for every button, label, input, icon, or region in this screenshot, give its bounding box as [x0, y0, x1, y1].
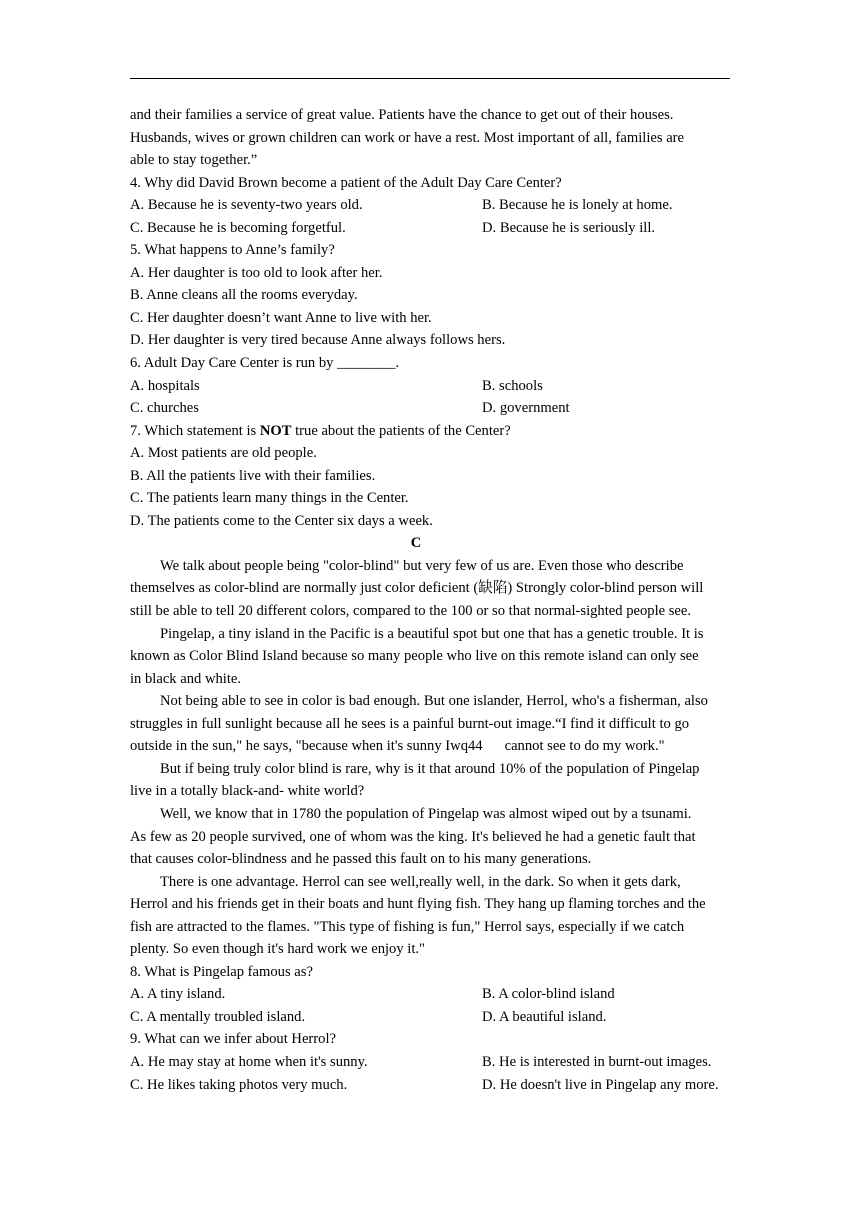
question-5-stem: 5. What happens to Anne’s family? — [130, 242, 335, 259]
question-6-options-row-2 — [130, 397, 730, 420]
option-c: C. Her daughter doesn’t want Anne to live with her. — [130, 309, 432, 326]
question-4-options-row-1 — [130, 194, 730, 217]
question-9-stem: 9. What can we infer about Herrol? — [130, 1031, 336, 1048]
option-d: D. Because he is seriously ill. — [482, 219, 656, 236]
passage-line: There is one advantage. Herrol can see well,really well, in the dark. So when it gets dark, — [160, 873, 681, 890]
option-b: B. Because he is lonely at home. — [482, 197, 673, 214]
question-4-options-row-2 — [130, 217, 730, 240]
passage-line: and their families a service of great value. Patients have the chance to get out of their houses. — [130, 107, 674, 123]
stem-emphasis: NOT — [259, 422, 292, 439]
question-9-options-row-1 — [130, 1051, 730, 1074]
passage-line: Pingelap, a tiny island in the Pacific is a beautiful spot but one that has a genetic trouble. It is — [160, 625, 704, 642]
option-b: B. A color-blind island — [482, 986, 615, 1003]
option-b: B. He is interested in burnt-out images. — [482, 1053, 712, 1070]
option-d: D. government — [482, 400, 570, 417]
option-b: B. All the patients live with their families. — [130, 467, 376, 484]
option-c: C. Because he is becoming forgetful. — [130, 219, 346, 236]
option-c: C. A mentally troubled island. — [130, 1008, 306, 1025]
option-d: D. The patients come to the Center six days a week. — [130, 512, 433, 529]
passage-text: outside in the sun," he says, "because when it's sunny Iwq44 — [130, 738, 483, 755]
option-a: A. Her daughter is too old to look after her. — [130, 264, 383, 281]
passage-line: fish are attracted to the flames. "This type of fishing is fun," Herrol says, especially if we catch — [130, 918, 685, 935]
option-c: C. He likes taking photos very much. — [130, 1076, 348, 1093]
question-8-options-row-2 — [130, 1006, 730, 1029]
header-rule — [130, 78, 730, 79]
question-8-options-row-1 — [130, 983, 730, 1006]
passage-line: Herrol and his friends get in their boats and hunt flying fish. They hang up flaming torches and the — [130, 896, 706, 913]
option-b: B. schools — [482, 377, 543, 394]
passage-line: We talk about people being "color-blind" but very few of us are. Even those who describe — [160, 557, 684, 574]
option-c: C. The patients learn many things in the Center. — [130, 490, 409, 507]
passage-line: Husbands, wives or grown children can work or have a rest. Most important of all, families are — [130, 129, 685, 146]
question-7-stem — [130, 420, 730, 443]
page-content — [130, 104, 730, 1096]
option-a: A. Because he is seventy-two years old. — [130, 197, 363, 214]
question-6-stem: 6. Adult Day Care Center is run by ________. — [130, 355, 400, 372]
passage-line: live in a totally black-and- white world? — [130, 783, 365, 800]
option-a: A. hospitals — [130, 377, 200, 394]
passage-line: Not being able to see in color is bad enough. But one islander, Herrol, who's a fisherman, also — [160, 693, 708, 710]
option-d: D. A beautiful island. — [482, 1008, 607, 1025]
option-d: D. He doesn't live in Pingelap any more. — [482, 1076, 719, 1093]
passage-line: As few as 20 people survived, one of whom was the king. It's believed he had a genetic fault that — [130, 828, 696, 845]
passage-line: still be able to tell 20 different colors, compared to the 100 or so that normal-sighted people see. — [130, 603, 692, 620]
question-6-options-row-1 — [130, 375, 730, 398]
passage-line: known as Color Blind Island because so many people who live on this remote island can only see — [130, 648, 699, 665]
option-d: D. Her daughter is very tired because Anne always follows hers. — [130, 332, 506, 349]
option-b: B. Anne cleans all the rooms everyday. — [130, 287, 358, 304]
section-heading: C — [410, 535, 422, 552]
passage-line: plenty. So even though it's hard work we enjoy it." — [130, 941, 426, 958]
stem-text: true about the patients of the Center? — [291, 422, 511, 439]
passage-line — [130, 735, 730, 758]
passage-line: But if being truly color blind is rare, why is it that around 10% of the population of Pingelap — [160, 760, 700, 777]
option-c: C. churches — [130, 400, 199, 417]
passage-text: cannot see to do my work." — [504, 738, 665, 755]
option-a: A. Most patients are old people. — [130, 445, 317, 462]
passage-line: able to stay together.” — [130, 152, 258, 169]
option-a: A. A tiny island. — [130, 986, 226, 1003]
passage-line: Well, we know that in 1780 the population of Pingelap was almost wiped out by a tsunami. — [160, 805, 692, 822]
passage-line: that causes color-blindness and he passed this fault on to his many generations. — [130, 851, 592, 868]
passage-line: themselves as color-blind are normally just color deficient (缺陷) Strongly color-blind person will — [130, 580, 704, 597]
option-a: A. He may stay at home when it's sunny. — [130, 1053, 368, 1070]
question-9-options-row-2 — [130, 1074, 730, 1097]
stem-text: 7. Which statement is — [130, 422, 260, 439]
question-4-stem: 4. Why did David Brown become a patient of the Adult Day Care Center? — [130, 174, 562, 191]
passage-line: struggles in full sunlight because all he sees is a painful burnt-out image.“I find it difficult to go — [130, 715, 690, 732]
passage-line: in black and white. — [130, 670, 242, 687]
question-8-stem: 8. What is Pingelap famous as? — [130, 963, 313, 980]
